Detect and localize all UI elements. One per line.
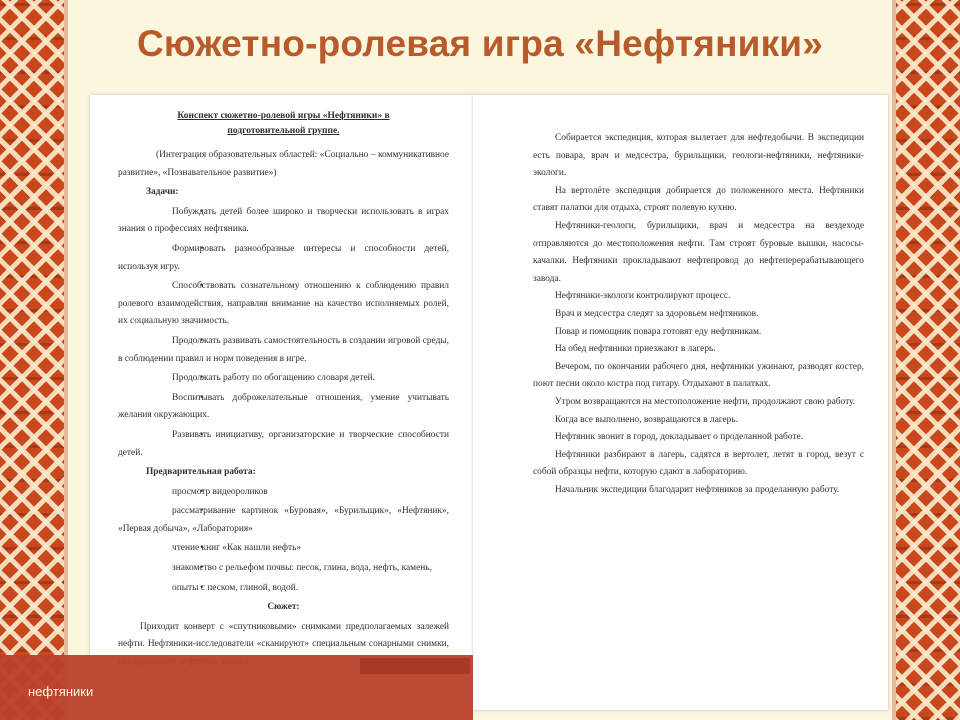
plot-paragraph: Приходит конверт с «спутниковыми» снимками предполагаемых залежей нефти. Нефтяники-исследователи «сканируют» специальным сонарными снимки, [118,621,449,650]
task-item: • Продолжать развивать самостоятельность в создании игровой среды, в соблюдении правил и норм поведения в игре. [118,333,449,368]
plot-step: Нефтяники-экологи контролируют процесс. [555,291,731,302]
tasks-heading: Задачи: [146,187,179,198]
prelim-item: • чтение книг «Как нашли нефть» [118,540,449,558]
task-item: • Способствовать сознательному отношению к соблюдению правил ролевого взаимодействия, направляя внимание на качество исполняемых ролей, их социальную значимость. [118,278,449,331]
prelim-heading: Предварительная работа: [146,467,256,478]
plot-step: На обед нефтяники приезжают в лагерь. [555,344,716,355]
document-title-line1: Конспект сюжетно-ролевой игры «Нефтяники» в [177,111,390,121]
plot-step: Когда все выполнено, возвращаются в лагерь. [555,414,738,425]
plot-step: На вертолёте экспедиция добирается до положенного места. Нефтяники ставят палатки для отдыха, строят полевую кухню. [533,185,864,214]
plot-step: Нефтяники разбирают в лагерь, садятся в вертолет, летят в город, везут с собой образцы нефти, которую сдают в лабораторию. [533,449,864,478]
task-item: • Воспитывать доброжелательные отношения, умение учитывать желания окружающих. [118,390,449,425]
plot-heading: Сюжет: [267,602,300,613]
prelim-item: • опыты с песком, глиной, водой. [118,580,449,598]
plot-step: Повар и помощник повара готовят еду нефтяникам. [555,326,762,337]
plot-step: Вечером, по окончании рабочего дня, нефтяники ужинают, разводят костер, поют песни около костра под гитару. Отдыхают в палатках. [533,361,864,390]
integration-note: (Интеграция образовательных областей: «Социально – коммуникативное развитие», «Познавательное развитие») [118,150,449,178]
document-page-left [90,95,473,660]
plot-step: Собирается экспедиция, которая вылетает для нефтедобычи. В экспедиции есть повара, врач и медсестра, бурильщики, геологи-нефтяники, нефтяники-экологи. [533,133,864,179]
ornament-border-left [0,0,68,720]
document-title-line2: подготовительной группе. [227,126,340,136]
prelim-item: • знакомство с рельефом почвы: песок, глина, вода, нефть, камень, [118,560,449,578]
task-item: • Развивать инициативу, организаторские и творческие способности детей. [118,427,449,462]
plot-step: Утром возвращаются на местоположение нефти, продолжают свою работу. [555,396,856,407]
ornament-border-right [892,0,960,720]
document-title [118,109,449,139]
prelim-item: • просмотр видеороликов [118,484,449,502]
plot-step: Нефтяники-геологи, бурильщики, врач и медсестра на вездеходе отправляются до местоположения нефти. Там строят буровые вышки, насосы-качалки. Нефтяники прокладывают нефтепровод до нефтеперерабатывающего завода. [533,220,864,284]
footer-caption: нефтяники [28,684,94,699]
prelim-item: • рассматривание картинок «Буровая», «Бурильщик», «Нефтяник», «Первая добыча», «Лаборатория» [118,503,449,538]
task-item: • Продолжать работу по обогащению словаря детей. [118,370,449,388]
plot-step: Врач и медсестра следят за здоровьем нефтяников. [555,308,759,319]
task-item: • Побуждать детей более широко и творчески использовать в играх знания о профессиях нефтяника. [118,204,449,239]
document-page-right [473,95,888,710]
plot-step: Начальник экспедиции благодарит нефтяников за проделанную работу. [555,484,840,495]
footer-overlay-strip [360,658,470,674]
task-item: • Формировать разнообразные интересы и способности детей, используя игру. [118,241,449,276]
slide-title: Сюжетно-ролевая игра «Нефтяники» [136,23,824,64]
plot-step: Нефтяник звонит в город, докладывает о проделанной работе. [555,432,803,443]
